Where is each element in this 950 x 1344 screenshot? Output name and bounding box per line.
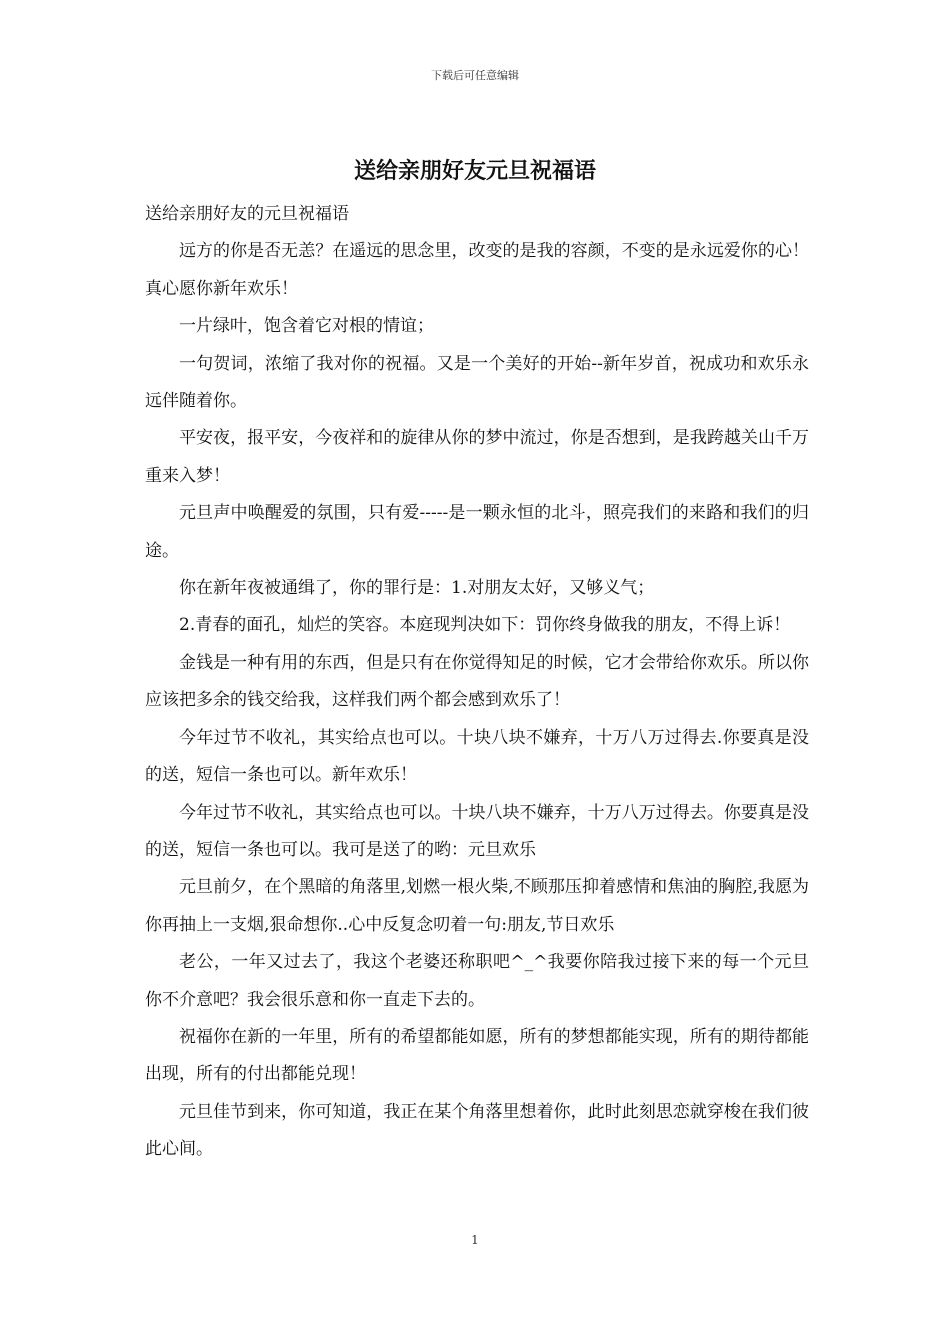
paragraph: 一片绿叶，饱含着它对根的情谊； bbox=[179, 316, 434, 337]
document-title: 送给亲朋好友元旦祝福语 bbox=[353, 158, 596, 184]
paragraph: 祝福你在新的一年里，所有的希望都能如愿，所有的梦想都能实现，所有的期待都能出现，所有的付出都能兑现！ bbox=[145, 1026, 809, 1085]
paragraph: 今年过节不收礼，其实给点也可以。十块八块不嫌弃，十万八万过得去.你要真是没的送，短信一条也可以。新年欢乐！ bbox=[145, 727, 809, 786]
paragraph: 元旦声中唤醒爱的氛围，只有爱-----是一颗永恒的北斗，照亮我们的来路和我们的归途。 bbox=[145, 503, 809, 561]
paragraph: 你在新年夜被通缉了，你的罪行是：1.对朋友太好，又够义气； bbox=[179, 578, 655, 599]
paragraph: 老公，一年又过去了，我这个老婆还称职吧^_^我要你陪我过接下来的每一个元旦你不介意吧？我会很乐意和你一直走下去的。 bbox=[145, 952, 809, 1010]
paragraph: 远方的你是否无恙？在遥远的思念里，改变的是我的容颜，不变的是永远爱你的心！真心愿你新年欢乐！ bbox=[145, 241, 809, 299]
page-number: 1 bbox=[471, 1233, 479, 1247]
paragraph: 金钱是一种有用的东西，但是只有在你觉得知足的时候，它才会带给你欢乐。所以你应该把多余的钱交给我，这样我们两个都会感到欢乐了！ bbox=[145, 652, 809, 711]
page-header: 下载后可任意编辑 bbox=[431, 69, 519, 82]
paragraph: 平安夜，报平安，今夜祥和的旋律从你的梦中流过，你是否想到，是我跨越关山千万重来入梦！ bbox=[145, 428, 809, 486]
paragraph: 元旦佳节到来，你可知道，我正在某个角落里想着你，此时此刻思恋就穿梭在我们彼此心间。 bbox=[145, 1101, 809, 1160]
document-subtitle: 送给亲朋好友的元旦祝福语 bbox=[145, 204, 349, 224]
paragraph: 一句贺词，浓缩了我对你的祝福。又是一个美好的开始--新年岁首，祝成功和欢乐永远伴随着你。 bbox=[145, 353, 809, 412]
paragraph: 2.青春的面孔，灿烂的笑容。本庭现判决如下：罚你终身做我的朋友，不得上诉！ bbox=[179, 615, 791, 636]
document-body bbox=[145, 196, 809, 1169]
paragraph: 元旦前夕，在个黑暗的角落里,划燃一根火柴,不顾那压抑着感情和焦油的胸腔,我愿为你再抽上一支烟,狠命想你..心中反复念叨着一句:朋友,节日欢乐 bbox=[145, 877, 809, 935]
paragraph: 今年过节不收礼，其实给点也可以。十块八块不嫌弃，十万八万过得去。你要真是没的送，短信一条也可以。我可是送了的哟：元旦欢乐 bbox=[145, 802, 809, 860]
